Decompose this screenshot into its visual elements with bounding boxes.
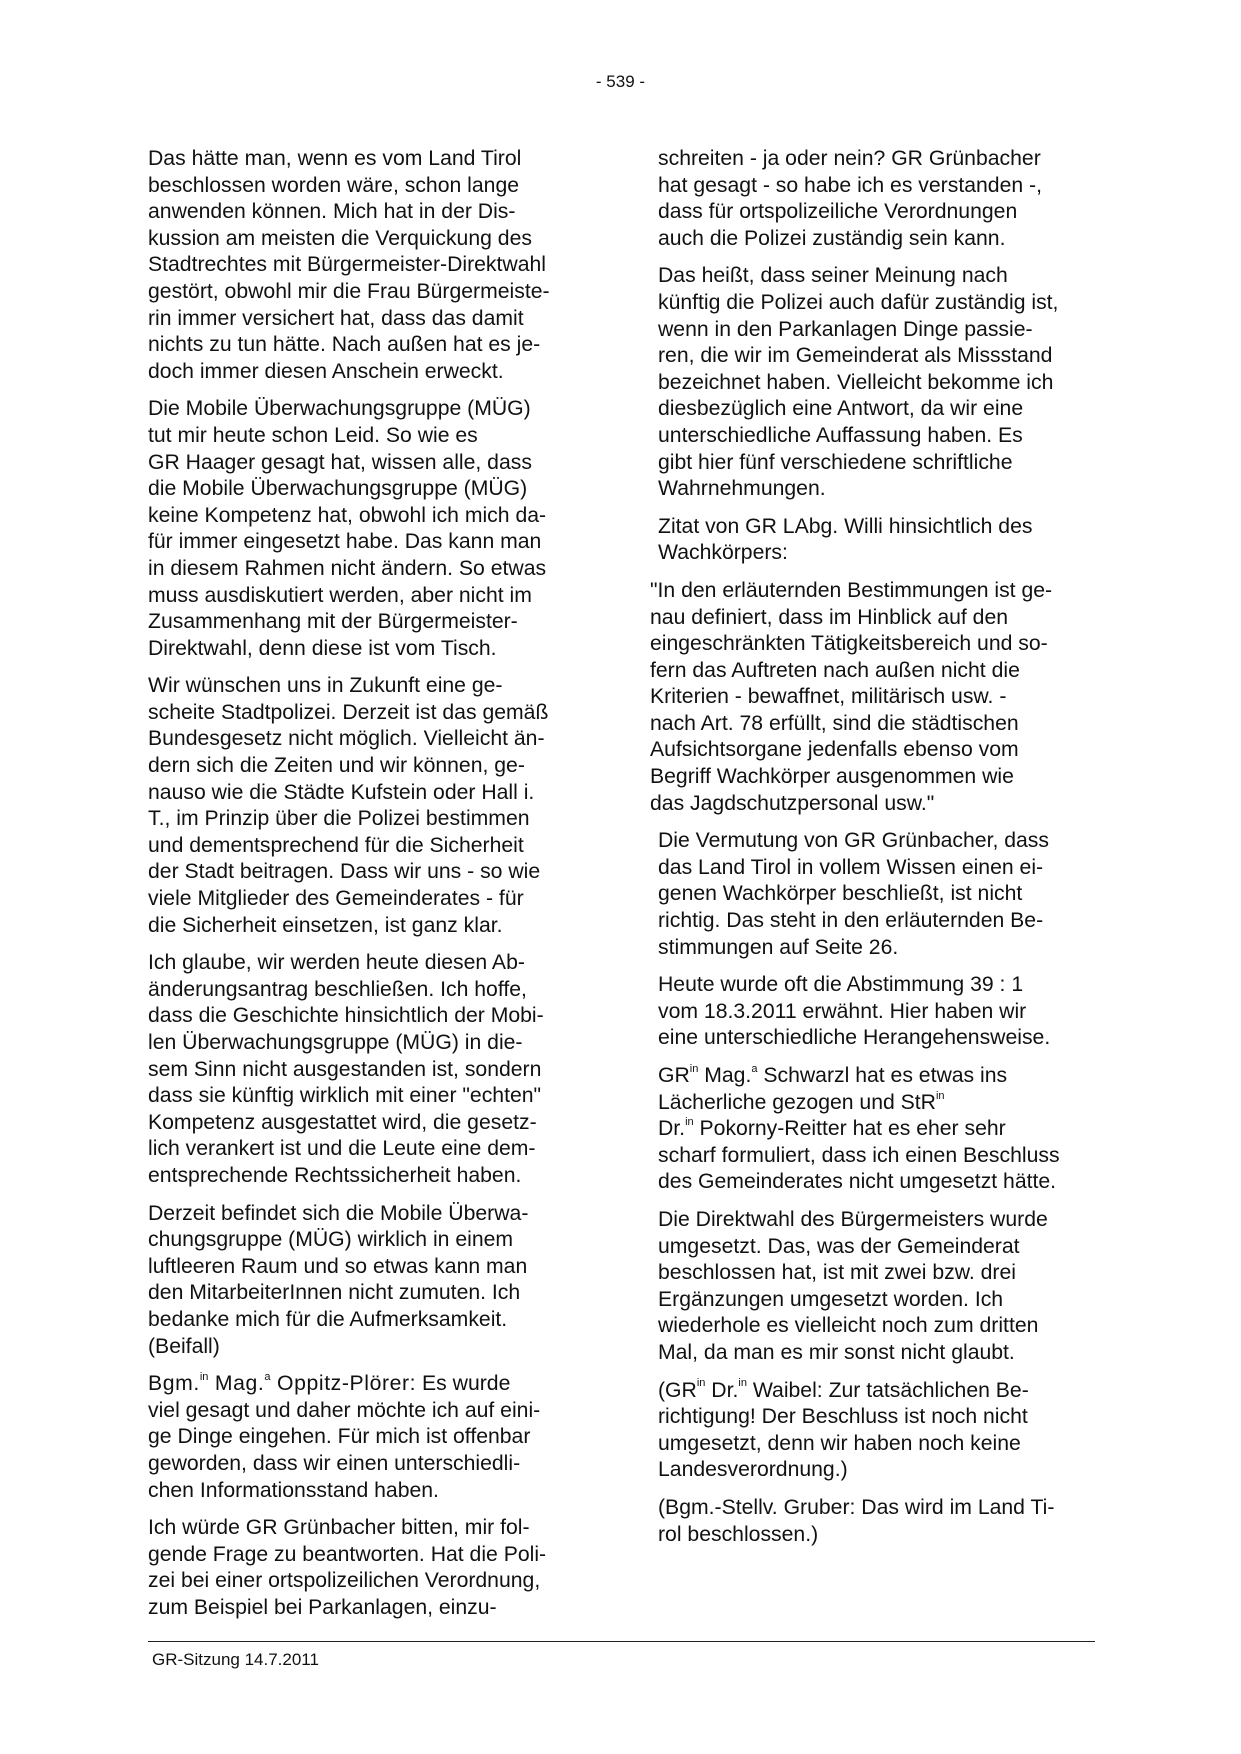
paragraph: [658, 1063, 1090, 1196]
paragraph: Ich würde GR Grünbacher bitten, mir fol- gende Frage zu beantworten. Hat die Poli- zei bei einer ortspolizeilichen Verordnung, zum Beispiel bei Parkanlagen, einzu-: [148, 1516, 547, 1619]
superscript: in: [738, 1377, 747, 1390]
quote-paragraph: "In den erläuternden Bestimmungen ist ge- nau definiert, dass im Hinblick auf den eingeschränkten Tätigkeitsbereich und so- fern das Auftreten nach außen nicht die Kriterien - bewaffnet, militärisch usw. - nach Art. 78 erfüllt, sind die städtischen Aufsichtsorgane jedenfalls ebenso vom Begriff Wachkörper ausgenommen wie das Jagdschutzpersonal usw.": [650, 578, 1053, 815]
superscript: in: [696, 1377, 706, 1390]
superscript: in: [685, 1116, 694, 1129]
speaker-title: Bgm.: [148, 1372, 200, 1396]
superscript: in: [935, 1089, 945, 1102]
speaker-paragraph: [148, 1371, 580, 1504]
superscript: in: [199, 1371, 209, 1384]
superscript: in: [689, 1062, 699, 1075]
text-fragment: Pokorny-Reitter hat es eher sehr scharf formuliert, dass ich einen Beschluss des Gemeinderates nicht umgesetzt hätte.: [658, 1117, 1060, 1194]
right-column: [650, 146, 1090, 1559]
left-column: [148, 146, 580, 1632]
paragraph: schreiten - ja oder nein? GR Grünbacher hat gesagt - so habe ich es verstanden -, dass für ortspolizeiliche Verordnungen auch die Polizei zuständig sein kann.: [658, 147, 1042, 250]
paragraph: Das heißt, dass seiner Meinung nach künftig die Polizei auch dafür zuständig ist, wenn in den Parkanlagen Dinge passie- ren, die wir im Gemeinderat als Missstand bezeichnet haben. Vielleicht bekomme ich diesbezüglich eine Antwort, da wir eine unterschiedliche Auffassung haben. Es gibt hier fünf verschiedene schriftliche Wahrnehmungen.: [658, 264, 1059, 501]
footer-divider: [148, 1641, 1095, 1642]
footer-text: GR-Sitzung 14.7.2011: [152, 1650, 319, 1669]
paragraph: Die Vermutung von GR Grünbacher, dass das Land Tirol in vollem Wissen einen ei- genen Wachkörper beschließt, ist nicht richtig. Das steht in den erläuternden Be- stimmungen auf Seite 26.: [658, 829, 1049, 959]
superscript: a: [751, 1062, 758, 1075]
paragraph: Die Direktwahl des Bürgermeisters wurde umgesetzt. Das, was der Gemeinderat beschlossen hat, ist mit zwei bzw. drei Ergänzungen umgesetzt worden. Ich wiederhole es vielleicht noch zum dritten Mal, da man es mir sonst nicht glaubt.: [658, 1207, 1048, 1364]
text-fragment: GR: [658, 1064, 690, 1087]
text-fragment: (GR: [658, 1378, 697, 1402]
paragraph: Ich glaube, wir werden heute diesen Ab- änderungsantrag beschließen. Ich hoffe, dass die Geschichte hinsichtlich der Mobi- len Überwachungsgruppe (MÜG) in die- sem Sinn nicht ausgestanden ist, sondern dass sie künftig wirklich mit einer "echten" Kompetenz ausgestattet wird, die gesetz- lich verankert ist und die Leute eine dem- entsprechende Rechtssicherheit haben.: [148, 951, 544, 1187]
paragraph: Die Mobile Überwachungsgruppe (MÜG) tut mir heute schon Leid. So wie es GR Haager gesagt hat, wissen alle, dass die Mobile Überwachungsgruppe (MÜG) keine Kompetenz hat, obwohl ich mich da- für immer eingesetzt habe. Das kann man in diesem Rahmen nicht ändern. So etwas muss ausdiskutiert werden, aber nicht im Zusammenhang mit der Bürgermeister- Direktwahl, denn diese ist vom Tisch.: [148, 397, 547, 660]
speech-text: Es wurde viel gesagt und daher möchte ich auf eini- ge Dinge eingehen. Für mich ist offenbar geworden, dass wir einen unterschiedli- chen Informationsstand haben.: [148, 1372, 541, 1502]
paragraph: Heute wurde oft die Abstimmung 39 : 1 vom 18.3.2011 erwähnt. Hier haben wir eine unterschiedliche Herangehensweise.: [658, 973, 1051, 1050]
speaker-name: Oppitz-Plörer:: [270, 1372, 417, 1396]
superscript: a: [264, 1371, 271, 1384]
text-fragment: Schwarzl hat es etwas ins Lächerliche gezogen und StR: [658, 1064, 1008, 1114]
paragraph: Das hätte man, wenn es vom Land Tirol beschlossen worden wäre, schon lange anwenden können. Mich hat in der Dis- kussion am meisten die Verquickung des Stadtrechtes mit Bürgermeister-Direktwahl gestört, obwohl mir die Frau Bürgermeiste- rin immer versichert hat, dass das damit nichts zu tun hätte. Nach außen hat es je- doch immer diesen Anschein erweckt.: [148, 147, 550, 383]
text-fragment: Mag.: [698, 1064, 752, 1087]
paragraph: Zitat von GR LAbg. Willi hinsichtlich des Wachkörpers:: [658, 514, 1033, 565]
text-fragment: Dr.: [658, 1117, 686, 1141]
paragraph: Wir wünschen uns in Zukunft eine ge- scheite Stadtpolizei. Derzeit ist das gemäß Bundesgesetz nicht möglich. Vielleicht än- dern sich die Zeiten und wir können, ge- nauso wie die Städte Kufstein oder Hall i. T., im Prinzip über die Polizei bestimmen und dementsprechend für die Sicherheit der Stadt beitragen. Dass wir uns - so wie viele Mitglieder des Gemeinderates - für die Sicherheit einsetzen, ist ganz klar.: [148, 674, 549, 937]
paragraph: (Bgm.-Stellv. Gruber: Das wird im Land Ti- rol beschlossen.): [658, 1495, 1055, 1546]
speaker-title: Mag.: [208, 1372, 265, 1396]
paragraph: [658, 1378, 1090, 1484]
text-fragment: Dr.: [705, 1378, 739, 1402]
page-number: - 539 -: [595, 72, 646, 91]
paragraph: Derzeit befindet sich die Mobile Überwa- chungsgruppe (MÜG) wirklich in einem luftleeren Raum und so etwas kann man den MitarbeiterInnen nicht zumuten. Ich bedanke mich für die Aufmerksamkeit. (Beifall): [148, 1201, 529, 1358]
text-fragment: Waibel: Zur tatsächlichen Be- richtigung! Der Beschluss ist noch nicht umgesetzt, denn wir haben noch keine Landesverordnung.): [658, 1378, 1029, 1482]
